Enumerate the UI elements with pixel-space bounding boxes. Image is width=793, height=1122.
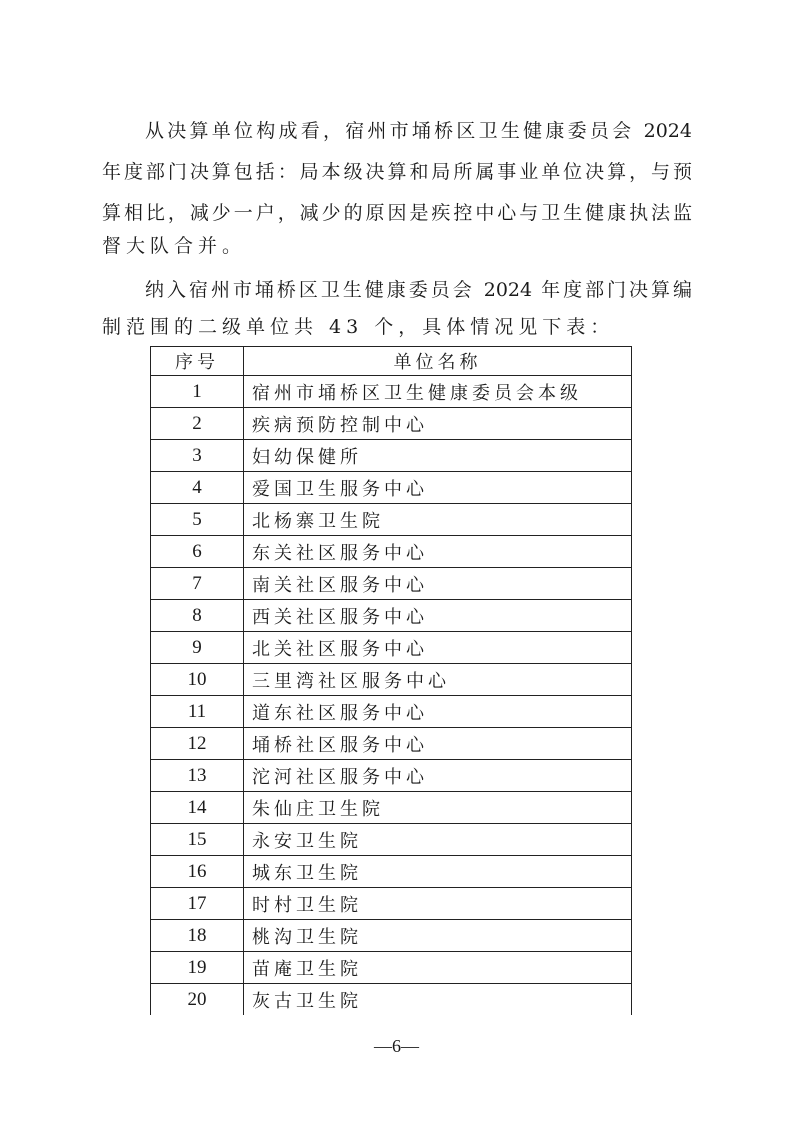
table-header-row — [151, 347, 632, 376]
table-row — [151, 696, 632, 728]
row-index: 12 — [151, 728, 244, 760]
table-row — [151, 536, 632, 568]
unit-name: 城东卫生院 — [244, 856, 632, 888]
text-line: 督大队合并。 — [102, 235, 247, 257]
table-row — [151, 664, 632, 696]
table-row — [151, 440, 632, 472]
row-index: 8 — [151, 600, 244, 632]
row-index: 18 — [151, 920, 244, 952]
row-index: 16 — [151, 856, 244, 888]
row-index: 5 — [151, 504, 244, 536]
row-index: 15 — [151, 824, 244, 856]
text-line: 年度部门决算包括：局本级决算和局所属事业单位决算，与预 — [102, 161, 692, 183]
row-index: 14 — [151, 792, 244, 824]
unit-name: 苗庵卫生院 — [244, 952, 632, 984]
unit-name: 沱河社区服务中心 — [244, 760, 632, 792]
unit-name: 宿州市埇桥区卫生健康委员会本级 — [244, 376, 632, 408]
text-line: 算相比，减少一户，减少的原因是疾控中心与卫生健康执法监 — [102, 202, 692, 224]
text-line: 从决算单位构成看，宿州市埇桥区卫生健康委员会 2024 — [145, 120, 692, 142]
table-row — [151, 920, 632, 952]
row-index: 2 — [151, 408, 244, 440]
row-index: 11 — [151, 696, 244, 728]
unit-name: 道东社区服务中心 — [244, 696, 632, 728]
row-index: 1 — [151, 376, 244, 408]
row-index: 19 — [151, 952, 244, 984]
table-row — [151, 632, 632, 664]
table-row — [151, 824, 632, 856]
unit-name: 桃沟卫生院 — [244, 920, 632, 952]
row-index: 17 — [151, 888, 244, 920]
row-index: 7 — [151, 568, 244, 600]
row-index: 20 — [151, 984, 244, 1016]
table-row — [151, 376, 632, 408]
page-number: —6— — [374, 1036, 419, 1056]
unit-name: 西关社区服务中心 — [244, 600, 632, 632]
table-row — [151, 792, 632, 824]
text-line: 制范围的二级单位共 43 个，具体情况见下表： — [102, 316, 615, 338]
text-line: 纳入宿州市埇桥区卫生健康委员会 2024 年度部门决算编 — [145, 279, 692, 301]
unit-name: 埇桥社区服务中心 — [244, 728, 632, 760]
unit-name: 北杨寨卫生院 — [244, 504, 632, 536]
row-index: 3 — [151, 440, 244, 472]
table-row — [151, 856, 632, 888]
row-index: 9 — [151, 632, 244, 664]
header-unit-name: 单位名称 — [244, 347, 632, 376]
unit-name: 灰古卫生院 — [244, 984, 632, 1016]
unit-name: 疾病预防控制中心 — [244, 408, 632, 440]
table-row — [151, 760, 632, 792]
unit-name: 时村卫生院 — [244, 888, 632, 920]
table-row — [151, 600, 632, 632]
unit-name: 永安卫生院 — [244, 824, 632, 856]
table-row — [151, 568, 632, 600]
unit-name: 北关社区服务中心 — [244, 632, 632, 664]
unit-name: 三里湾社区服务中心 — [244, 664, 632, 696]
row-index: 6 — [151, 536, 244, 568]
row-index: 4 — [151, 472, 244, 504]
unit-name: 朱仙庄卫生院 — [244, 792, 632, 824]
unit-name: 南关社区服务中心 — [244, 568, 632, 600]
table-row — [151, 472, 632, 504]
unit-name: 东关社区服务中心 — [244, 536, 632, 568]
table-row — [151, 888, 632, 920]
table-body — [151, 376, 632, 1016]
row-index: 13 — [151, 760, 244, 792]
units-table — [150, 346, 632, 1015]
table-row — [151, 728, 632, 760]
table-row — [151, 984, 632, 1016]
table-row — [151, 952, 632, 984]
table-row — [151, 408, 632, 440]
table-row — [151, 504, 632, 536]
unit-name: 爱国卫生服务中心 — [244, 472, 632, 504]
header-index: 序号 — [151, 347, 244, 376]
unit-name: 妇幼保健所 — [244, 440, 632, 472]
row-index: 10 — [151, 664, 244, 696]
